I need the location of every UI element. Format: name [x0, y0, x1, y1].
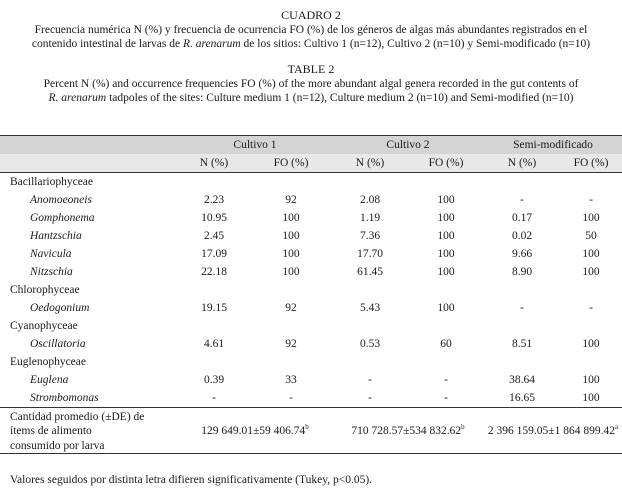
cell-value: 100 — [437, 193, 455, 206]
caption-line1-es: Frecuencia numérica N (%) y frecuencia de ocurrencia FO (%) de los géneros de algas más abundantes registrados en el — [34, 24, 588, 36]
cell-value: 100 — [437, 247, 455, 260]
sub-header-row — [0, 154, 622, 173]
cell-value: 9.66 — [511, 247, 533, 260]
cell-value: 0.17 — [511, 211, 533, 224]
cell-value: 100 — [582, 391, 600, 404]
data-table — [0, 135, 622, 454]
caption-spanish — [0, 8, 622, 52]
table-row — [0, 191, 622, 209]
species-name: R. arenarum — [48, 92, 107, 105]
cell-value: 92 — [285, 337, 297, 350]
caption-title-en: TABLE 2 — [287, 61, 335, 76]
cell-value: 17.70 — [357, 247, 383, 260]
significance-letter: a — [614, 422, 619, 431]
sub-header: N (%) — [484, 154, 560, 173]
cell-value: 38.64 — [509, 373, 535, 386]
cell-value: - — [444, 373, 448, 386]
summary-value: 710 728.57±534 832.62$^b$ — [332, 408, 484, 454]
cell-value: 0.02 — [511, 229, 533, 242]
genus-name: Oedogonium — [30, 301, 90, 314]
cell-value: 100 — [282, 229, 300, 242]
cell-value: 100 — [582, 211, 600, 224]
cell-value: 100 — [437, 211, 455, 224]
cell-value: 10.95 — [201, 211, 227, 224]
caption-line2-es: contenido intestinal de larvas de R. arenarum de los sitios: Cultivo 1 (n=12), Cultivo 2 (n=10) y Semi-modificado (n=10) — [31, 38, 591, 51]
sub-header: FO (%) — [408, 154, 484, 173]
table-row — [0, 227, 622, 245]
caption-title-es: CUADRO 2 — [281, 8, 341, 22]
group-header-row — [0, 136, 622, 155]
group-header-semi-modificado: Semi-modificado — [484, 136, 622, 155]
group-header-cultivo-1: Cultivo 1 — [178, 136, 332, 155]
family-row — [0, 173, 622, 192]
cell-value: 50 — [585, 229, 597, 242]
table-row — [0, 263, 622, 281]
table-row — [0, 245, 622, 263]
summary-row — [0, 408, 622, 454]
genus-name: Nitzschia — [30, 265, 73, 278]
cell-value: 100 — [282, 265, 300, 278]
cell-value: 100 — [582, 337, 600, 350]
significance-letter: b — [461, 422, 465, 431]
cell-value: 0.39 — [203, 373, 225, 386]
table-figure — [0, 8, 622, 499]
cell-value: 100 — [437, 265, 455, 278]
table-row — [0, 389, 622, 408]
cell-value: 8.90 — [511, 265, 533, 278]
cell-value: 2.08 — [359, 193, 381, 206]
cell-value: 7.36 — [359, 229, 381, 242]
cell-value: 100 — [282, 247, 300, 260]
sub-header: N (%) — [178, 154, 250, 173]
family-name: Euglenophyceae — [10, 355, 86, 368]
cell-value: - — [520, 301, 524, 314]
cell-value: 92 — [285, 301, 297, 314]
genus-name: Gomphonema — [30, 211, 95, 224]
group-header-cultivo-2: Cultivo 2 — [332, 136, 484, 155]
cell-value: - — [368, 373, 372, 386]
table-row — [0, 371, 622, 389]
table-row — [0, 335, 622, 353]
cell-value: 22.18 — [201, 265, 227, 278]
cell-value: - — [589, 193, 593, 206]
cell-value: - — [444, 391, 448, 404]
cell-value: 8.51 — [511, 337, 533, 350]
species-name: R. arenarum — [182, 38, 241, 51]
cell-value: 33 — [285, 373, 297, 386]
family-row — [0, 281, 622, 299]
summary-label: Cantidad promedio (±DE) de ítems de alimento consumido por larva — [0, 408, 178, 454]
table-row — [0, 299, 622, 317]
cell-value: - — [368, 391, 372, 404]
cell-value: 4.61 — [203, 337, 225, 350]
cell-value: 100 — [437, 301, 455, 314]
sub-header: FO (%) — [250, 154, 332, 173]
cell-value: 16.65 — [509, 391, 535, 404]
cell-value: 100 — [582, 247, 600, 260]
cell-value: - — [520, 193, 524, 206]
genus-name: Navicula — [30, 247, 72, 260]
significance-letter: b — [305, 422, 309, 431]
cell-value: 0.53 — [359, 337, 381, 350]
family-row — [0, 353, 622, 371]
cell-value: 17.09 — [201, 247, 227, 260]
cell-value: - — [589, 301, 593, 314]
caption-english — [0, 62, 622, 106]
cell-value: 100 — [437, 229, 455, 242]
footnote: Valores seguidos por distinta letra difieren significativamente (Tukey, p<0.05). — [10, 474, 373, 486]
cell-value: 100 — [282, 211, 300, 224]
cell-value: 61.45 — [357, 265, 383, 278]
family-name: Bacillariophyceae — [0, 173, 178, 192]
cell-value: 19.15 — [201, 301, 227, 314]
cell-value: - — [212, 391, 216, 404]
summary-value: 129 649.01±59 406.74$^b$ — [178, 408, 332, 454]
summary-value: 2 396 159.05±1 864 899.42$^a$ — [484, 408, 622, 454]
genus-name: Anomoeoneis — [30, 193, 92, 206]
cell-value: 100 — [582, 265, 600, 278]
caption-line2-en: R. arenarum tadpoles of the sites: Culture medium 1 (n=12), Culture medium 2 (n=10) and Semi-modified (n=10) — [48, 92, 574, 105]
cell-value: 92 — [285, 193, 297, 206]
family-name: Chlorophyceae — [10, 283, 80, 296]
table-row — [0, 209, 622, 227]
genus-name: Euglena — [30, 373, 69, 386]
family-name: Cyanophyceae — [10, 319, 78, 332]
cell-value: 2.45 — [203, 229, 225, 242]
family-row — [0, 317, 622, 335]
cell-value: - — [289, 391, 293, 404]
cell-value: 100 — [582, 373, 600, 386]
cell-value: 2.23 — [203, 193, 225, 206]
cell-value: 5.43 — [359, 301, 381, 314]
genus-name: Oscillatoria — [30, 337, 86, 350]
sub-header: FO (%) — [560, 154, 622, 173]
caption-line1-en: Percent N (%) and occurrence frequencies FO (%) of the more abundant algal genera recorded in the gut contents of — [43, 77, 579, 90]
genus-name: Hantzschia — [30, 229, 82, 242]
genus-name: Strombomonas — [30, 391, 99, 404]
cell-value: 1.19 — [359, 211, 381, 224]
sub-header: N (%) — [332, 154, 408, 173]
cell-value: 60 — [440, 337, 452, 350]
